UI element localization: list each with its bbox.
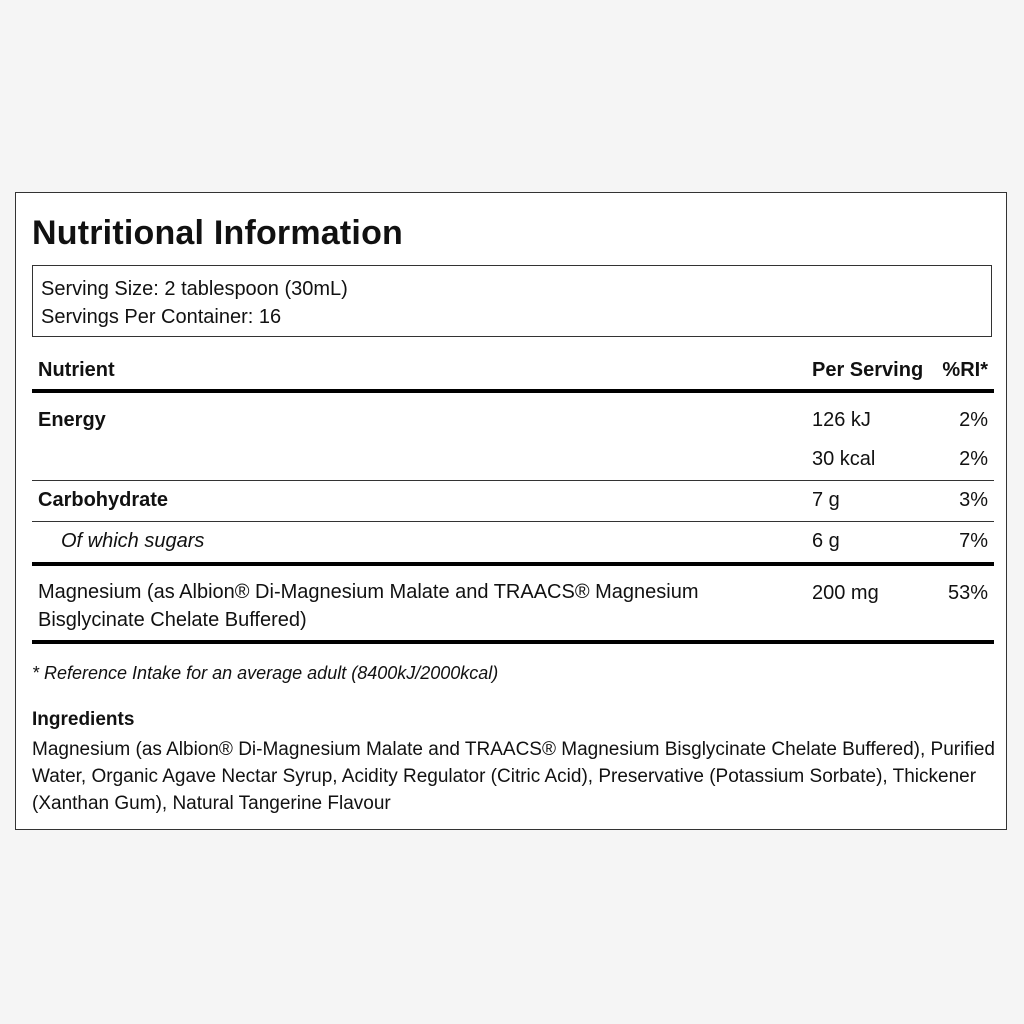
nutrition-panel bbox=[15, 192, 1007, 830]
header-per-serving: Per Serving bbox=[812, 359, 924, 381]
carbohydrate-value: 7 g bbox=[812, 489, 840, 511]
energy-kcal-ri: 2% bbox=[959, 448, 988, 470]
table-row-carbohydrate bbox=[32, 481, 994, 522]
header-ri: %RI* bbox=[942, 359, 988, 381]
sugars-value: 6 g bbox=[812, 530, 840, 552]
table-row-energy bbox=[32, 393, 994, 481]
serving-size: Serving Size: 2 tablespoon (30mL) bbox=[41, 278, 348, 300]
table-row-magnesium bbox=[32, 566, 994, 644]
magnesium-label: Magnesium (as Albion® Di-Magnesium Malate and TRAACS® Magnesium Bisglycinate Chelate Buffered) bbox=[38, 581, 699, 631]
sugars-label: Of which sugars bbox=[61, 530, 205, 552]
carbohydrate-label: Carbohydrate bbox=[38, 489, 169, 511]
table-row-sugars bbox=[32, 522, 994, 566]
serving-info-box bbox=[32, 265, 992, 337]
page-title: Nutritional Information bbox=[32, 214, 404, 252]
energy-kcal-value: 30 kcal bbox=[812, 448, 876, 470]
energy-label: Energy bbox=[38, 409, 106, 431]
table-header-row bbox=[32, 351, 994, 393]
energy-kj-ri: 2% bbox=[959, 409, 988, 431]
energy-kj-value: 126 kJ bbox=[812, 409, 871, 431]
reference-intake-footnote: * Reference Intake for an average adult (8400kJ/2000kcal) bbox=[32, 663, 499, 683]
carbohydrate-ri: 3% bbox=[959, 489, 988, 511]
magnesium-ri: 53% bbox=[947, 582, 988, 604]
magnesium-value: 200 mg bbox=[812, 582, 879, 604]
ingredients-heading: Ingredients bbox=[32, 709, 135, 730]
sugars-ri: 7% bbox=[959, 530, 988, 552]
nutrition-table bbox=[32, 351, 994, 644]
header-nutrient: Nutrient bbox=[38, 359, 115, 381]
servings-per-container: Servings Per Container: 16 bbox=[41, 306, 282, 328]
ingredients-text: Magnesium (as Albion® Di-Magnesium Malate and TRAACS® Magnesium Bisglycinate Chelate Buffered), Purified Water, Organic Agave Nectar Syrup, Acidity Regulator (Citric Acid), Preservative (Potassium Sorbate), Thickener (Xanthan Gum), Natural Tangerine Flavour bbox=[32, 739, 995, 814]
